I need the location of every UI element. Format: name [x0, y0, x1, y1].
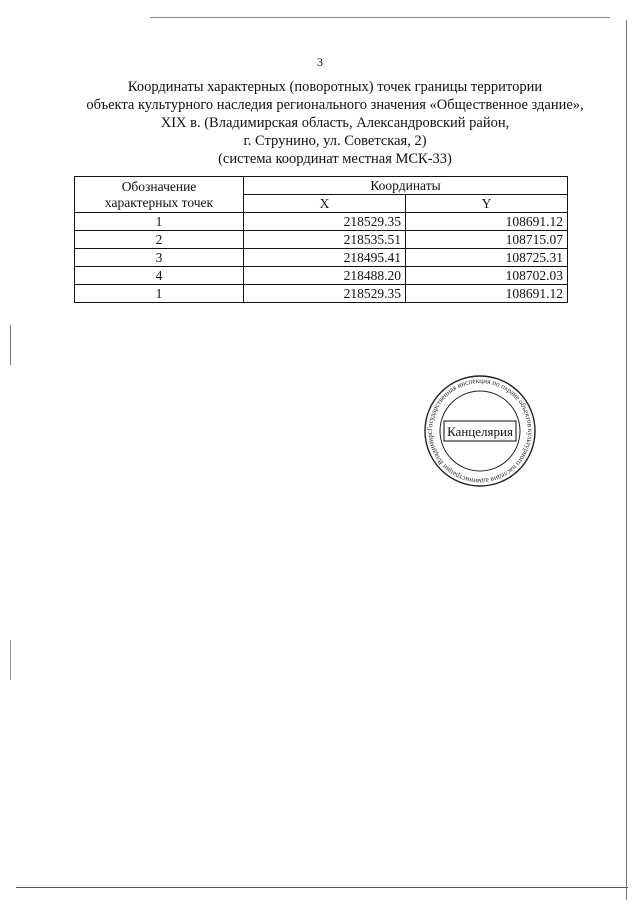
y-cell: 108715.07 — [406, 231, 568, 249]
office-stamp — [415, 375, 545, 487]
scan-left-tick — [10, 640, 11, 680]
table-row — [75, 213, 568, 231]
point-header-line2: характерных точек — [104, 194, 214, 210]
scan-bottom-edge — [16, 887, 628, 888]
y-cell: 108725.31 — [406, 249, 568, 267]
title-line-3: XIX в. (Владимирская область, Александровский район, — [160, 115, 510, 131]
stamp-center-text: Канцелярия — [447, 424, 513, 439]
x-cell: 218488.20 — [244, 267, 406, 285]
document-title — [60, 78, 610, 168]
x-cell: 218495.41 — [244, 249, 406, 267]
point-column-header — [75, 177, 244, 213]
stamp-outer-text: Государственная инспекция по охране объектов культурного наследия администрации Владимирс — [425, 376, 535, 486]
point-cell: 4 — [75, 267, 244, 285]
x-cell: 218535.51 — [244, 231, 406, 249]
table-row — [75, 285, 568, 303]
y-cell: 108691.12 — [406, 213, 568, 231]
point-cell: 2 — [75, 231, 244, 249]
page-number: 3 — [317, 55, 323, 69]
table-header-row — [75, 177, 568, 195]
scan-top-mark — [150, 17, 610, 18]
table-row — [75, 267, 568, 285]
coordinates-header: Координаты — [244, 177, 568, 195]
table-row — [75, 231, 568, 249]
x-cell: 218529.35 — [244, 213, 406, 231]
x-cell: 218529.35 — [244, 285, 406, 303]
coordinates-table — [74, 176, 568, 303]
point-cell: 1 — [75, 213, 244, 231]
table-row — [75, 249, 568, 267]
scan-right-edge — [626, 20, 627, 900]
point-header-line1: Обозначение — [121, 178, 197, 194]
title-line-1: Координаты характерных (поворотных) точек границы территории — [127, 79, 543, 95]
title-line-4: г. Струнино, ул. Советская, 2) — [243, 133, 427, 149]
y-cell: 108702.03 — [406, 267, 568, 285]
title-line-2: объекта культурного наследия регионального значения «Общественное здание», — [86, 97, 584, 113]
point-cell: 1 — [75, 285, 244, 303]
y-cell: 108691.12 — [406, 285, 568, 303]
point-cell: 3 — [75, 249, 244, 267]
y-header: Y — [406, 195, 568, 213]
x-header: X — [244, 195, 406, 213]
title-line-5: (система координат местная МСК-33) — [218, 151, 452, 167]
scan-left-tick — [10, 325, 11, 365]
